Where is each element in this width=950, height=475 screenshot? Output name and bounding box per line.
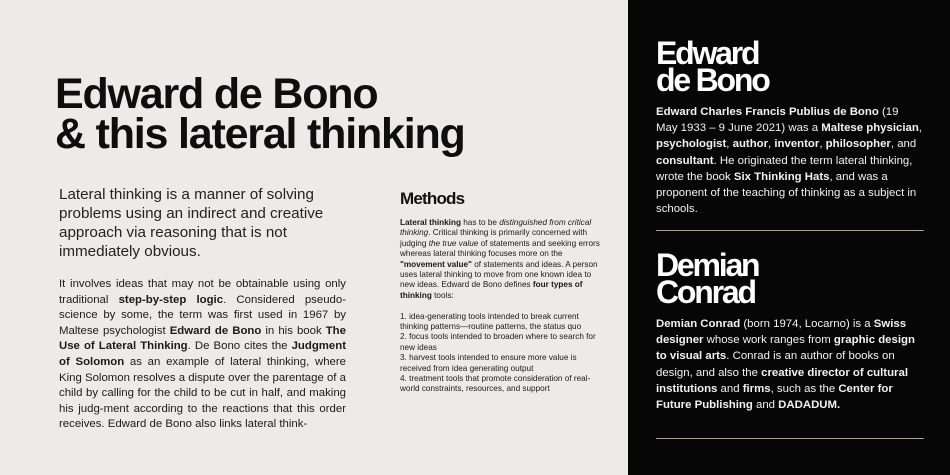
title-line-2: & this lateral thinking [55,110,465,158]
methods-section [400,218,600,395]
divider [656,438,924,439]
title-line-1: Edward de Bono [55,70,378,118]
list-item: 1. idea-generating tools intended to break current thinking patterns—routine patterns, the status quo [400,311,582,332]
bold-run: firms [742,382,771,395]
bold-run: Edward de Bono [169,324,262,337]
text-run: whose work ranges from [703,334,834,347]
bold-run: Swiss designer [656,318,907,347]
text-run: , and [890,138,917,151]
text-run: , and was a proponent of the teaching of thinking as a subject in schools. [656,170,917,216]
bio-name-de-bono [656,35,769,98]
bold-run: Center for Future Publishing [656,382,893,412]
methods-heading: Methods [400,189,465,208]
text-run: and [752,399,779,412]
bold-run: Lateral thinking [400,218,461,227]
list-item: 4. treatment tools that promote consideration of real-world constraints, resources, and support [400,374,591,394]
text-run: . Conrad is an author of books on design, and also the [656,350,895,379]
bold-run: "movement value" [400,259,472,269]
bio-name-line-1: Demian [656,247,759,283]
text-run: It involves ideas that may not be obtainable using only traditional [59,278,346,306]
bold-run: creative director of cultural institutions [656,366,908,395]
bio-name-conrad [656,247,759,310]
bold-run: philosopher [825,138,891,151]
text-run: of statements and seeking errors whereas lateral thinking focuses more on the [400,238,600,259]
bold-run: inventor [774,138,820,151]
bold-run: Demian Conrad [656,318,741,330]
text-run: has to be [460,218,500,227]
text-run: as an example of lateral thinking, where King Solomon resolves a dispute over the parentage of a child by calling for the child to be cut in half, and making his judg-ment according to the reactions that this order receives. Edward de Bono also links lateral think- [59,355,346,431]
text-run: tools: [431,290,454,300]
bold-run: Maltese physician [821,122,919,135]
bold-run: psychologist [656,138,727,151]
text-run: (19 May 1933 – 9 June 2021) was a [656,106,899,135]
bold-run: graphic design to visual arts [656,334,915,363]
text-run: , [819,138,826,151]
bio-text-conrad [656,316,922,413]
bold-run: consultant [656,154,714,167]
bold-run: author [732,138,769,151]
bold-run: step-by-step logic [118,293,224,306]
italic-run: distinguished from critical thinking [400,218,592,238]
bold-run: Judgment of Solomon [59,340,346,368]
methods-paragraph [400,218,600,301]
list-item: 2. focus tools intended to broaden where to search for new ideas [400,332,596,352]
italic-run: the true value [428,238,479,248]
text-run: , [918,122,922,135]
text-run: . Critical thinking is primarily concerned with judging [400,228,588,248]
bio-name-line-2: Conrad [656,274,755,310]
bio-name-line-1: Edward [656,35,759,71]
text-run: . De Bono cites the [187,340,292,353]
text-run: , [726,138,733,151]
text-run: of statements and ideas. A person uses lateral thinking to move from one known idea to new ideas. Edward de Bono defines [400,259,598,290]
text-run: (born 1974, Locarno) is a [740,318,874,330]
bold-run: DADADUM. [778,399,841,412]
text-run: and [717,382,743,395]
text-run: , such as the [770,382,839,395]
bold-run: Edward Charles Francis Publius de Bono [656,106,879,118]
bio-text-de-bono [656,104,922,217]
thinking-tools-list [400,312,600,395]
text-run: . Considered pseudo-science by some, the term was first used in 1967 by Maltese psychologist [59,293,346,337]
list-item: 3. harvest tools intended to ensure more value is received from idea generating output [400,353,577,373]
bio-name-line-2: de Bono [656,62,769,98]
bold-run: four types of thinking [400,280,583,300]
text-run: in his book [261,324,326,337]
text-run: , [768,138,775,151]
page-title [55,70,615,158]
body-paragraph [59,277,346,433]
bold-run: Six Thinking Hats [733,170,830,183]
intro-paragraph: Lateral thinking is a manner of solving problems using an indirect and creative approach via reasoning that is not immediately obvious. [59,186,324,260]
bold-run: The Use of Lateral Thinking [59,324,346,353]
divider [656,230,924,231]
text-run: . He originated the term lateral thinking, wrote the book [656,154,913,183]
